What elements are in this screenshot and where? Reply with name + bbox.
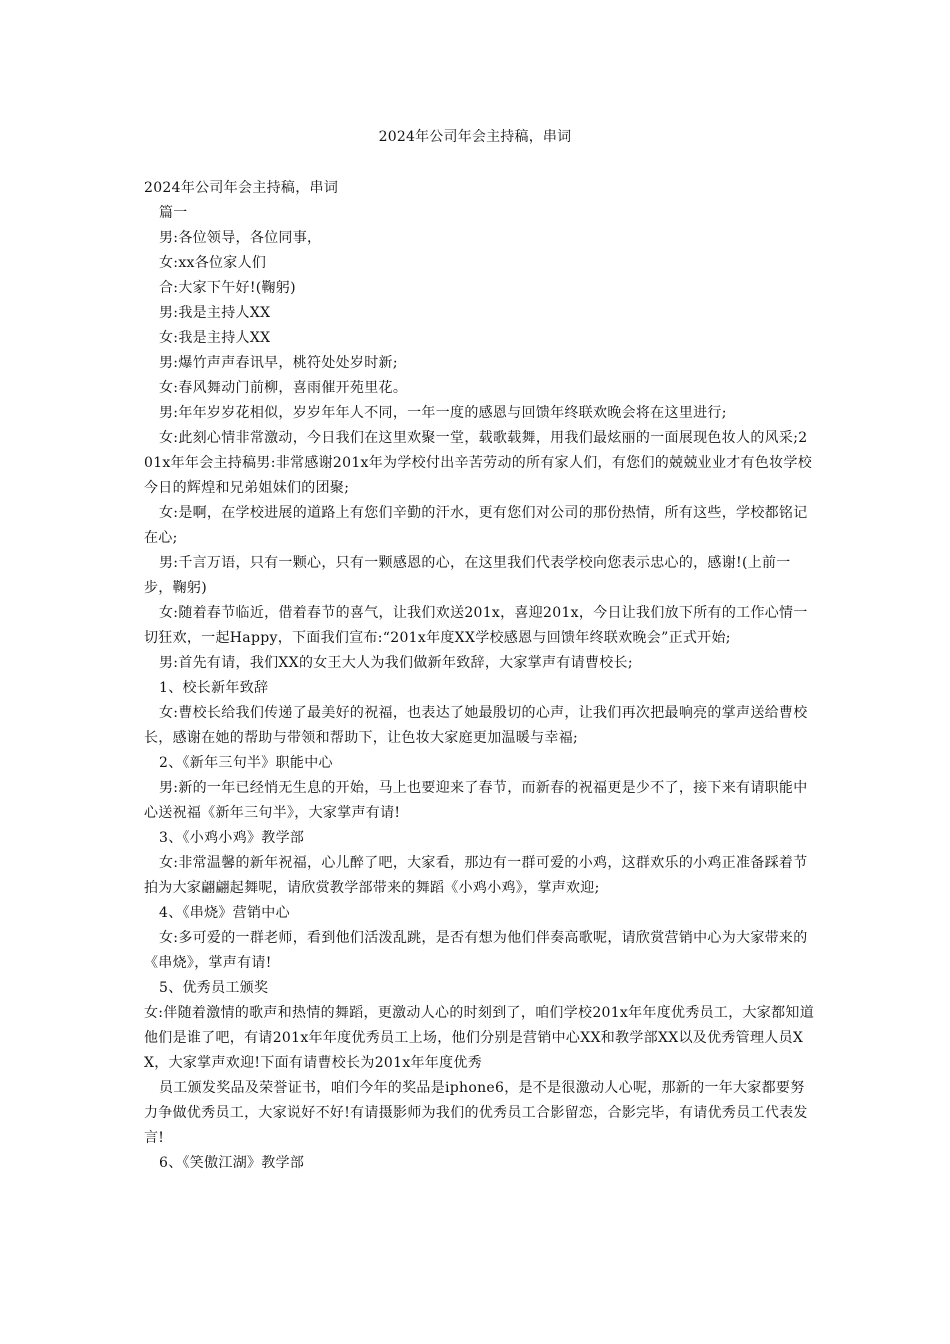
body-paragraph: 1、校长新年致辞 bbox=[159, 680, 269, 696]
body-paragraph: 5、优秀员工颁奖 bbox=[159, 980, 269, 996]
body-paragraph: 女:xx各位家人们 bbox=[159, 255, 267, 271]
document-subtitle: 2024年公司年会主持稿，串词 bbox=[144, 180, 339, 196]
body-paragraph: 女:春风舞动门前柳，喜雨催开苑里花。 bbox=[159, 380, 408, 396]
body-paragraph: 男:爆竹声声春讯早，桃符处处岁时新; bbox=[159, 355, 398, 371]
body-paragraph: 男:千言万语，只有一颗心，只有一颗感恩的心，在这里我们代表学校向您表示忠心的，感谢!(上前一步，鞠躬) bbox=[144, 555, 791, 596]
body-paragraph: 女:随着春节临近，借着春节的喜气，让我们欢送201x，喜迎201x，今日让我们放下所有的工作心情一切狂欢，一起Happy，下面我们宣布:“201x年度XX学校感恩与回馈年终联欢晚会”正式开始; bbox=[144, 605, 808, 646]
body-paragraph: 女:此刻心情非常激动，今日我们在这里欢聚一堂，载歌载舞，用我们最炫丽的一面展现色妆人的风采;201x年年会主持稿男:非常感谢201x年为学校付出辛苦劳动的所有家人们，有您们的兢兢业业才有色妆学校今日的辉煌和兄弟姐妹们的团聚; bbox=[144, 430, 813, 496]
body-paragraph: 6、《笑傲江湖》教学部 bbox=[159, 1155, 305, 1171]
body-paragraph: 4、《串烧》营销中心 bbox=[159, 905, 290, 921]
body-paragraph: 男:年年岁岁花相似，岁岁年年人不同，一年一度的感恩与回馈年终联欢晚会将在这里进行; bbox=[159, 405, 727, 421]
body-paragraph: 男:各位领导，各位同事， bbox=[159, 230, 322, 246]
body-paragraph: 女:曹校长给我们传递了最美好的祝福，也表达了她最殷切的心声，让我们再次把最响亮的掌声送给曹校长，感谢在她的帮助与带领和帮助下，让色妆大家庭更加温暖与幸福; bbox=[144, 705, 808, 746]
document-body bbox=[144, 176, 816, 1176]
body-paragraph: 男:首先有请，我们XX的女王大人为我们做新年致辞，大家掌声有请曹校长; bbox=[159, 655, 633, 671]
body-paragraph: 女:非常温馨的新年祝福，心儿醉了吧，大家看，那边有一群可爱的小鸡，这群欢乐的小鸡正准备踩着节拍为大家翩翩起舞呢，请欣赏教学部带来的舞蹈《小鸡小鸡》，掌声欢迎; bbox=[144, 855, 808, 896]
body-paragraph: 女:是啊，在学校进展的道路上有您们辛勤的汗水，更有您们对公司的那份热情，所有这些，学校都铭记在心; bbox=[144, 505, 808, 546]
body-paragraph: 男:新的一年已经悄无生息的开始，马上也要迎来了春节，而新春的祝福更是少不了，接下来有请职能中心送祝福《新年三句半》，大家掌声有请! bbox=[144, 780, 808, 821]
body-paragraph: 女:伴随着激情的歌声和热情的舞蹈，更激动人心的时刻到了，咱们学校201x年年度优秀员工，大家都知道他们是谁了吧，有请201x年年度优秀员工上场，他们分别是营销中心XX和教学部XX以及优秀管理人员XX，大家掌声欢迎!下面有请曹校长为201x年年度优秀 bbox=[144, 1005, 815, 1071]
body-paragraph: 女:多可爱的一群老师，看到他们活泼乱跳，是否有想为他们伴奏高歌呢，请欣赏营销中心为大家带来的《串烧》，掌声有请! bbox=[144, 930, 808, 971]
body-paragraph: 3、《小鸡小鸡》教学部 bbox=[159, 830, 305, 846]
body-paragraph: 2、《新年三句半》职能中心 bbox=[159, 755, 333, 771]
body-paragraph: 篇一 bbox=[159, 205, 188, 221]
body-paragraph: 男:我是主持人XX bbox=[159, 305, 271, 321]
document-title: 2024年公司年会主持稿，串词 bbox=[378, 129, 572, 145]
body-paragraph: 女:我是主持人XX bbox=[159, 330, 271, 346]
body-paragraph: 合:大家下午好!(鞠躬) bbox=[159, 280, 296, 296]
body-paragraph: 员工颁发奖品及荣誉证书，咱们今年的奖品是iphone6，是不是很激动人心呢，那新的一年大家都要努力争做优秀员工，大家说好不好!有请摄影师为我们的优秀员工合影留恋，合影完毕，有请优秀员工代表发言! bbox=[144, 1080, 808, 1146]
